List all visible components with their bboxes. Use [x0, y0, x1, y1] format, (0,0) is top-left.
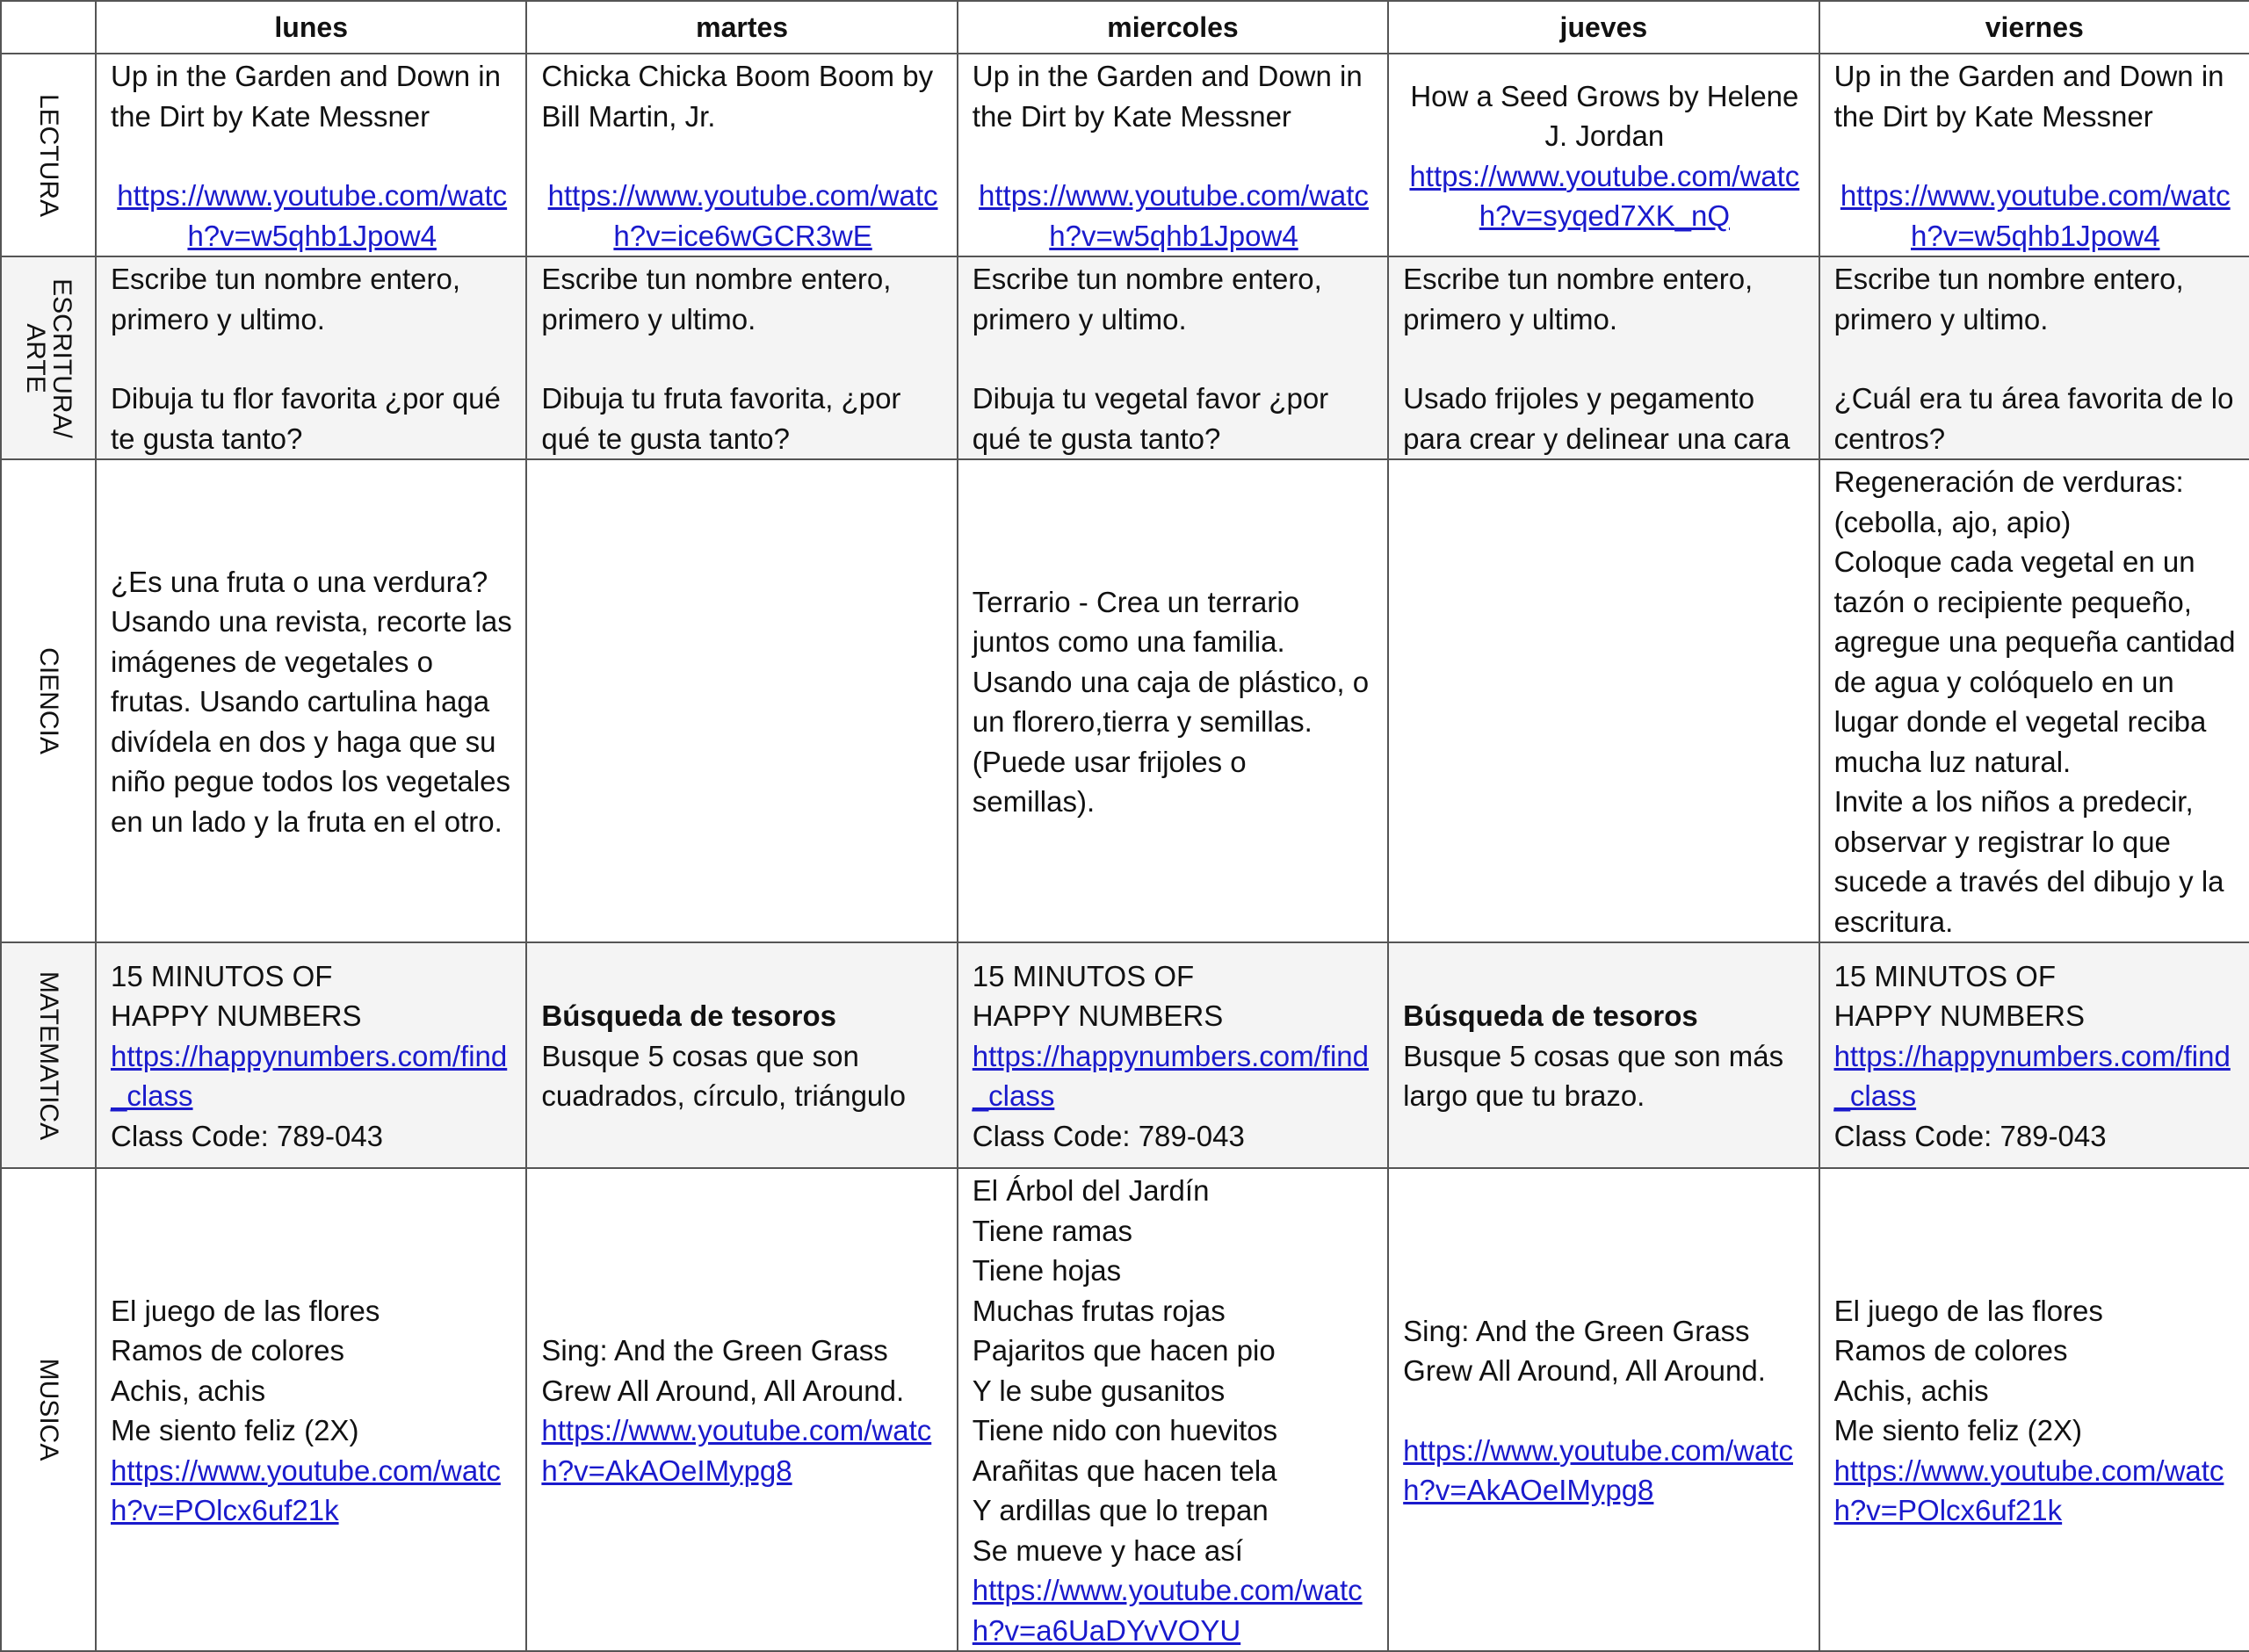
song-line: Me siento feliz (2X): [111, 1414, 359, 1446]
day-header-miercoles: miercoles: [958, 1, 1388, 54]
math-title: 15 MINUTOS OF: [111, 959, 333, 992]
cell-lectura-viernes: [1819, 54, 2249, 256]
label-line: ESCRITURA/: [47, 278, 76, 438]
song-line: El Árbol del Jardín: [972, 1174, 1210, 1207]
song-line: Achis, achis: [1833, 1374, 1989, 1407]
day-header-viernes: viernes: [1819, 1, 2249, 54]
cell-matematica-viernes: [1819, 942, 2249, 1168]
cell-ciencia-miercoles: [958, 459, 1388, 942]
art-task: Dibuja tu vegetal favor ¿por qué te gusta tanto?: [972, 382, 1329, 455]
video-link[interactable]: https://www.youtube.com/watch?v=syqed7XK_nQ: [1409, 159, 1800, 232]
writing-task: Escribe tun nombre entero, primero y ultimo.: [111, 263, 461, 335]
book-title: How a Seed Grows by Helene J. Jordan: [1410, 79, 1799, 152]
row-label-lectura: [1, 54, 96, 256]
math-title: 15 MINUTOS OF: [972, 959, 1195, 992]
row-label-ciencia: [1, 459, 96, 942]
cell-escritura-jueves: [1388, 256, 1819, 459]
cell-escritura-miercoles: [958, 256, 1388, 459]
cell-ciencia-jueves: [1388, 459, 1819, 942]
cell-escritura-viernes: [1819, 256, 2249, 459]
cell-matematica-miercoles: [958, 942, 1388, 1168]
row-musica: [1, 1168, 2249, 1651]
class-code: Class Code: 789-043: [1833, 1119, 2107, 1152]
song-title: Sing: And the Green Grass Grew All Around, All Around.: [1403, 1314, 1766, 1387]
song-line: El juego de las flores: [1833, 1294, 2103, 1327]
cell-musica-lunes: [96, 1168, 526, 1651]
song-line: Y ardillas que lo trepan: [972, 1494, 1269, 1526]
song-video-link[interactable]: https://www.youtube.com/watch?v=POlcx6uf21k: [111, 1454, 501, 1526]
song-video-link[interactable]: https://www.youtube.com/watch?v=AkAOeIMypg8: [541, 1414, 932, 1487]
art-task: Dibuja tu fruta favorita, ¿por qué te gusta tanto?: [541, 382, 901, 455]
row-lectura: [1, 54, 2249, 256]
cell-ciencia-lunes: [96, 459, 526, 942]
song-video-link[interactable]: https://www.youtube.com/watch?v=a6UaDYvVOYU: [972, 1574, 1363, 1647]
art-task: ¿Cuál era tu área favorita de lo centros?: [1833, 382, 2234, 455]
song-line: Ramos de colores: [1833, 1334, 2068, 1367]
happy-numbers-link[interactable]: https://happynumbers.com/find_class: [1833, 1039, 2231, 1113]
book-title: Up in the Garden and Down in the Dirt by Kate Messner: [111, 60, 501, 133]
math-title: HAPPY NUMBERS: [111, 999, 362, 1033]
corner-cell: [1, 1, 96, 54]
song-video-link[interactable]: https://www.youtube.com/watch?v=POlcx6uf21k: [1833, 1454, 2224, 1526]
header-row: [1, 1, 2249, 54]
happy-numbers-link[interactable]: https://happynumbers.com/find_class: [111, 1039, 508, 1113]
song-line: Arañitas que hacen tela: [972, 1454, 1277, 1487]
row-label-text: MUSICA: [34, 1358, 63, 1461]
treasure-hunt-text: Busque 5 cosas que son cuadrados, círculo, triángulo: [541, 1039, 906, 1113]
writing-task: Escribe tun nombre entero, primero y ultimo.: [541, 263, 892, 335]
happy-numbers-link[interactable]: https://happynumbers.com/find_class: [972, 1039, 1370, 1113]
art-task: Dibuja tu flor favorita ¿por qué te gusta tanto?: [111, 382, 501, 455]
row-ciencia: [1, 459, 2249, 942]
writing-task: Escribe tun nombre entero, primero y ultimo.: [1403, 263, 1754, 335]
song-video-link[interactable]: https://www.youtube.com/watch?v=AkAOeIMypg8: [1403, 1433, 1794, 1506]
cell-ciencia-martes: [526, 459, 957, 942]
row-escritura: [1, 256, 2249, 459]
video-link[interactable]: https://www.youtube.com/watch?v=w5qhb1Jpow4: [1840, 179, 2231, 252]
cell-musica-miercoles: [958, 1168, 1388, 1651]
book-title: Up in the Garden and Down in the Dirt by Kate Messner: [972, 60, 1363, 133]
science-activity-observe: Invite a los niños a predecir, observar y registrar lo que sucede a través del dibujo y la escritura.: [1833, 785, 2224, 938]
song-line: Ramos de colores: [111, 1334, 344, 1367]
cell-lectura-martes: [526, 54, 957, 256]
cell-musica-jueves: [1388, 1168, 1819, 1651]
video-link[interactable]: https://www.youtube.com/watch?v=ice6wGCR3wE: [547, 179, 938, 252]
song-line: El juego de las flores: [111, 1294, 380, 1327]
row-label-text: MATEMATICA: [34, 970, 63, 1140]
song-line: Tiene ramas: [972, 1214, 1132, 1247]
class-code: Class Code: 789-043: [972, 1119, 1245, 1152]
row-matematica: [1, 942, 2249, 1168]
math-title: 15 MINUTOS OF: [1833, 959, 2056, 992]
cell-musica-martes: [526, 1168, 957, 1651]
writing-task: Escribe tun nombre entero, primero y ultimo.: [972, 263, 1322, 335]
science-activity-steps: Coloque cada vegetal en un tazón o recipiente pequeño, agregue una pequeña cantidad de agua y colóquelo en un lugar donde el vegetal reciba mucha luz natural.: [1833, 545, 2236, 778]
row-label-text: LECTURA: [34, 93, 63, 217]
cell-lectura-miercoles: [958, 54, 1388, 256]
label-line: ARTE: [21, 322, 50, 393]
cell-matematica-martes: [526, 942, 957, 1168]
row-label-matematica: [1, 942, 96, 1168]
book-title: Up in the Garden and Down in the Dirt by Kate Messner: [1833, 60, 2224, 133]
cell-escritura-lunes: [96, 256, 526, 459]
song-title: Sing: And the Green Grass Grew All Around, All Around.: [541, 1334, 905, 1407]
science-activity-title: Regeneración de verduras: (cebolla, ajo, apio): [1833, 465, 2184, 538]
video-link[interactable]: https://www.youtube.com/watch?v=w5qhb1Jpow4: [979, 179, 1369, 252]
cell-matematica-lunes: [96, 942, 526, 1168]
day-header-jueves: jueves: [1388, 1, 1819, 54]
cell-lectura-lunes: [96, 54, 526, 256]
cell-ciencia-viernes: [1819, 459, 2249, 942]
song-line: Tiene hojas: [972, 1254, 1122, 1287]
song-line: Me siento feliz (2X): [1833, 1414, 2082, 1446]
science-activity: Terrario - Crea un terrario juntos como una familia. Usando una caja de plástico, o un florero,tierra y semillas. (Puede usar frijoles o semillas).: [972, 585, 1370, 818]
day-header-lunes: lunes: [96, 1, 526, 54]
row-label-musica: [1, 1168, 96, 1651]
row-label-text: CIENCIA: [34, 647, 63, 754]
song-line: Se mueve y hace así: [972, 1533, 1243, 1567]
song-line: Muchas frutas rojas: [972, 1294, 1226, 1327]
class-code: Class Code: 789-043: [111, 1119, 384, 1152]
day-header-martes: martes: [526, 1, 957, 54]
song-line: Pajaritos que hacen pio: [972, 1334, 1276, 1367]
math-title: HAPPY NUMBERS: [972, 999, 1224, 1033]
art-task: Usado frijoles y pegamento para crear y delinear una cara: [1403, 382, 1790, 455]
cell-lectura-jueves: [1388, 54, 1819, 256]
song-line: Tiene nido con huevitos: [972, 1414, 1278, 1446]
treasure-hunt-title: Búsqueda de tesoros: [541, 999, 836, 1033]
writing-task: Escribe tun nombre entero, primero y ultimo.: [1833, 263, 2184, 335]
cell-escritura-martes: [526, 256, 957, 459]
song-line: Achis, achis: [111, 1374, 266, 1407]
treasure-hunt-title: Búsqueda de tesoros: [1403, 999, 1698, 1033]
row-label-escritura: [1, 256, 96, 459]
cell-matematica-jueves: [1388, 942, 1819, 1168]
row-label-text: [22, 278, 75, 438]
book-title: Chicka Chicka Boom Boom by Bill Martin, Jr.: [541, 60, 934, 133]
treasure-hunt-text: Busque 5 cosas que son más largo que tu brazo.: [1403, 1039, 1784, 1113]
math-title: HAPPY NUMBERS: [1833, 999, 2086, 1033]
song-line: Y le sube gusanitos: [972, 1374, 1226, 1407]
science-activity: ¿Es una fruta o una verdura? Usando una revista, recorte las imágenes de vegetales o frutas. Usando cartulina haga divídela en dos y haga que su niño pegue todos los vegetales en un lado y la fruta en el otro.: [111, 565, 512, 838]
video-link[interactable]: https://www.youtube.com/watch?v=w5qhb1Jpow4: [117, 179, 508, 252]
cell-musica-viernes: [1819, 1168, 2249, 1651]
